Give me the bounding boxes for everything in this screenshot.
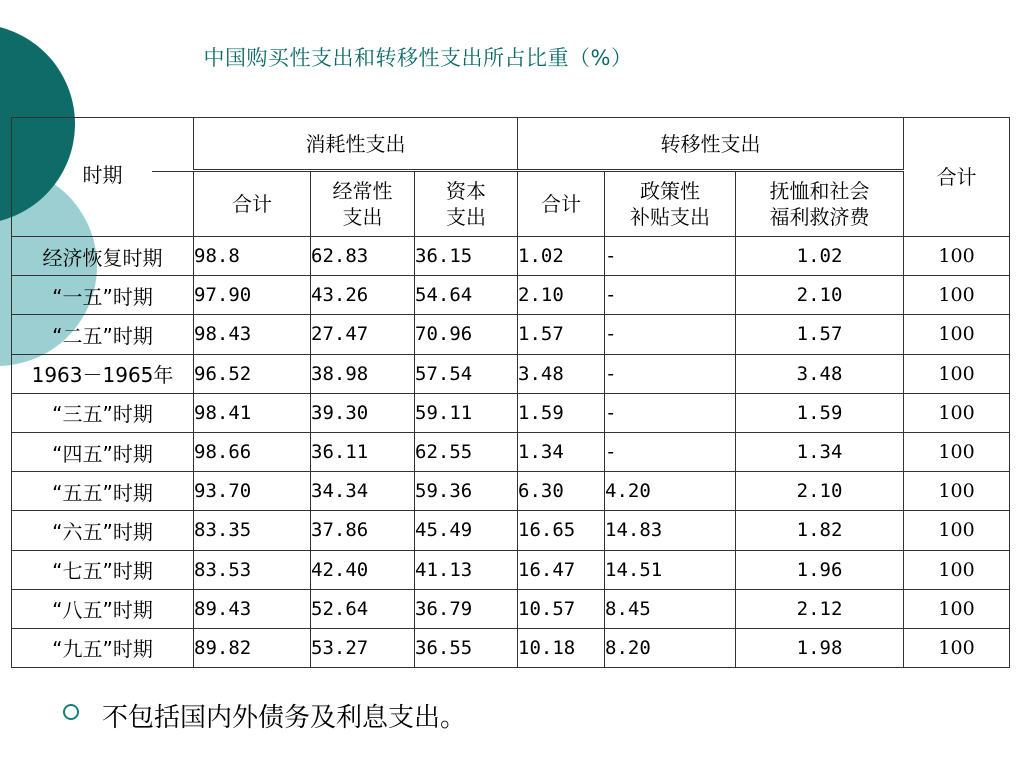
header-welfare-line1: 抚恤和社会 bbox=[769, 179, 870, 203]
cell-consumption-total: 98.8 bbox=[194, 237, 311, 276]
cell-capital: 41.13 bbox=[415, 550, 518, 589]
cell-capital: 36.55 bbox=[415, 628, 518, 667]
cell-consumption-total: 98.66 bbox=[194, 432, 311, 471]
cell-total: 100 bbox=[904, 589, 1010, 628]
cell-period: “二五”时期 bbox=[12, 315, 194, 354]
cell-consumption-total: 98.41 bbox=[194, 393, 311, 432]
cell-period: “四五”时期 bbox=[12, 432, 194, 471]
table-row bbox=[12, 589, 1010, 628]
cell-period: “九五”时期 bbox=[12, 628, 194, 667]
cell-capital: 59.11 bbox=[415, 393, 518, 432]
expenditure-table bbox=[11, 117, 1010, 668]
table-row bbox=[12, 472, 1010, 511]
cell-consumption-total: 83.53 bbox=[194, 550, 311, 589]
header-consumption-total: 合计 bbox=[194, 171, 311, 237]
header-subsidy-line2: 补贴支出 bbox=[630, 205, 711, 229]
cell-regular: 39.30 bbox=[311, 393, 415, 432]
header-transfer-total: 合计 bbox=[518, 171, 605, 237]
cell-regular: 62.83 bbox=[311, 237, 415, 276]
cell-welfare: 1.96 bbox=[736, 550, 904, 589]
cell-welfare: 2.10 bbox=[736, 276, 904, 315]
cell-welfare: 2.12 bbox=[736, 589, 904, 628]
footnote: 不包括国内外债务及利息支出。 bbox=[102, 703, 467, 733]
cell-total: 100 bbox=[904, 550, 1010, 589]
cell-period: “七五”时期 bbox=[12, 550, 194, 589]
header-period-label: 时期 bbox=[82, 163, 123, 187]
header-subsidy-line1: 政策性 bbox=[640, 179, 701, 203]
cell-consumption-total: 98.43 bbox=[194, 315, 311, 354]
cell-transfer-total: 16.65 bbox=[518, 511, 605, 550]
header-total: 合计 bbox=[904, 118, 1010, 237]
cell-subsidy: 4.20 bbox=[605, 472, 736, 511]
cell-consumption-total: 97.90 bbox=[194, 276, 311, 315]
cell-total: 100 bbox=[904, 393, 1010, 432]
cell-welfare: 1.82 bbox=[736, 511, 904, 550]
table-row bbox=[12, 276, 1010, 315]
cell-transfer-total: 16.47 bbox=[518, 550, 605, 589]
header-welfare bbox=[736, 171, 904, 237]
cell-subsidy: 14.51 bbox=[605, 550, 736, 589]
cell-transfer-total: 2.10 bbox=[518, 276, 605, 315]
cell-total: 100 bbox=[904, 276, 1010, 315]
cell-welfare: 3.48 bbox=[736, 354, 904, 393]
header-consumption: 消耗性支出 bbox=[194, 118, 518, 171]
cell-capital: 70.96 bbox=[415, 315, 518, 354]
cell-transfer-total: 1.02 bbox=[518, 237, 605, 276]
table-row bbox=[12, 432, 1010, 471]
table-row bbox=[12, 511, 1010, 550]
cell-total: 100 bbox=[904, 354, 1010, 393]
cell-subsidy: - bbox=[605, 315, 736, 354]
cell-subsidy: - bbox=[605, 276, 736, 315]
cell-capital: 54.64 bbox=[415, 276, 518, 315]
cell-transfer-total: 1.57 bbox=[518, 315, 605, 354]
cell-welfare: 1.57 bbox=[736, 315, 904, 354]
cell-consumption-total: 96.52 bbox=[194, 354, 311, 393]
cell-regular: 52.64 bbox=[311, 589, 415, 628]
cell-transfer-total: 3.48 bbox=[518, 354, 605, 393]
header-capital-line2: 支出 bbox=[446, 205, 487, 229]
table-row bbox=[12, 237, 1010, 276]
cell-capital: 36.79 bbox=[415, 589, 518, 628]
cell-total: 100 bbox=[904, 628, 1010, 667]
header-welfare-line2: 福利救济费 bbox=[769, 205, 870, 229]
cell-transfer-total: 10.57 bbox=[518, 589, 605, 628]
table-row bbox=[12, 354, 1010, 393]
cell-consumption-total: 89.43 bbox=[194, 589, 311, 628]
cell-subsidy: 8.45 bbox=[605, 589, 736, 628]
cell-welfare: 1.98 bbox=[736, 628, 904, 667]
cell-regular: 37.86 bbox=[311, 511, 415, 550]
cell-capital: 36.15 bbox=[415, 237, 518, 276]
cell-welfare: 1.59 bbox=[736, 393, 904, 432]
header-regular-line1: 经常性 bbox=[332, 179, 393, 203]
table-row bbox=[12, 628, 1010, 667]
header-regular-line2: 支出 bbox=[342, 205, 383, 229]
cell-consumption-total: 83.35 bbox=[194, 511, 311, 550]
cell-regular: 38.98 bbox=[311, 354, 415, 393]
cell-capital: 59.36 bbox=[415, 472, 518, 511]
cell-period: 经济恢复时期 bbox=[12, 237, 194, 276]
cell-subsidy: - bbox=[605, 354, 736, 393]
cell-capital: 62.55 bbox=[415, 432, 518, 471]
cell-welfare: 2.10 bbox=[736, 472, 904, 511]
cell-regular: 53.27 bbox=[311, 628, 415, 667]
cell-period: “八五”时期 bbox=[12, 589, 194, 628]
cell-transfer-total: 1.59 bbox=[518, 393, 605, 432]
cell-period: “六五”时期 bbox=[12, 511, 194, 550]
cell-total: 100 bbox=[904, 472, 1010, 511]
cell-total: 100 bbox=[904, 315, 1010, 354]
cell-period: “五五”时期 bbox=[12, 472, 194, 511]
cell-regular: 42.40 bbox=[311, 550, 415, 589]
cell-subsidy: - bbox=[605, 237, 736, 276]
table-row bbox=[12, 393, 1010, 432]
cell-subsidy: - bbox=[605, 432, 736, 471]
cell-period: “三五”时期 bbox=[12, 393, 194, 432]
slide-title: 中国购买性支出和转移性支出所占比重（%） bbox=[203, 46, 633, 70]
header-transfer: 转移性支出 bbox=[518, 118, 904, 171]
header-regular bbox=[311, 171, 415, 237]
cell-regular: 34.34 bbox=[311, 472, 415, 511]
cell-capital: 45.49 bbox=[415, 511, 518, 550]
cell-transfer-total: 1.34 bbox=[518, 432, 605, 471]
table-row bbox=[12, 315, 1010, 354]
header-capital bbox=[415, 171, 518, 237]
cell-capital: 57.54 bbox=[415, 354, 518, 393]
cell-consumption-total: 89.82 bbox=[194, 628, 311, 667]
cell-total: 100 bbox=[904, 237, 1010, 276]
cell-welfare: 1.34 bbox=[736, 432, 904, 471]
cell-welfare: 1.02 bbox=[736, 237, 904, 276]
header-period bbox=[12, 118, 194, 237]
cell-subsidy: 8.20 bbox=[605, 628, 736, 667]
cell-regular: 36.11 bbox=[311, 432, 415, 471]
cell-transfer-total: 6.30 bbox=[518, 472, 605, 511]
cell-transfer-total: 10.18 bbox=[518, 628, 605, 667]
cell-subsidy: - bbox=[605, 393, 736, 432]
bullet-circle-icon bbox=[63, 704, 79, 720]
cell-subsidy: 14.83 bbox=[605, 511, 736, 550]
header-capital-line1: 资本 bbox=[446, 179, 487, 203]
cell-regular: 27.47 bbox=[311, 315, 415, 354]
cell-period: 1963－1965年 bbox=[12, 354, 194, 393]
table-row bbox=[12, 550, 1010, 589]
header-divider-line bbox=[152, 171, 198, 172]
cell-period: “一五”时期 bbox=[12, 276, 194, 315]
header-subsidy bbox=[605, 171, 736, 237]
cell-total: 100 bbox=[904, 432, 1010, 471]
cell-total: 100 bbox=[904, 511, 1010, 550]
cell-consumption-total: 93.70 bbox=[194, 472, 311, 511]
cell-regular: 43.26 bbox=[311, 276, 415, 315]
